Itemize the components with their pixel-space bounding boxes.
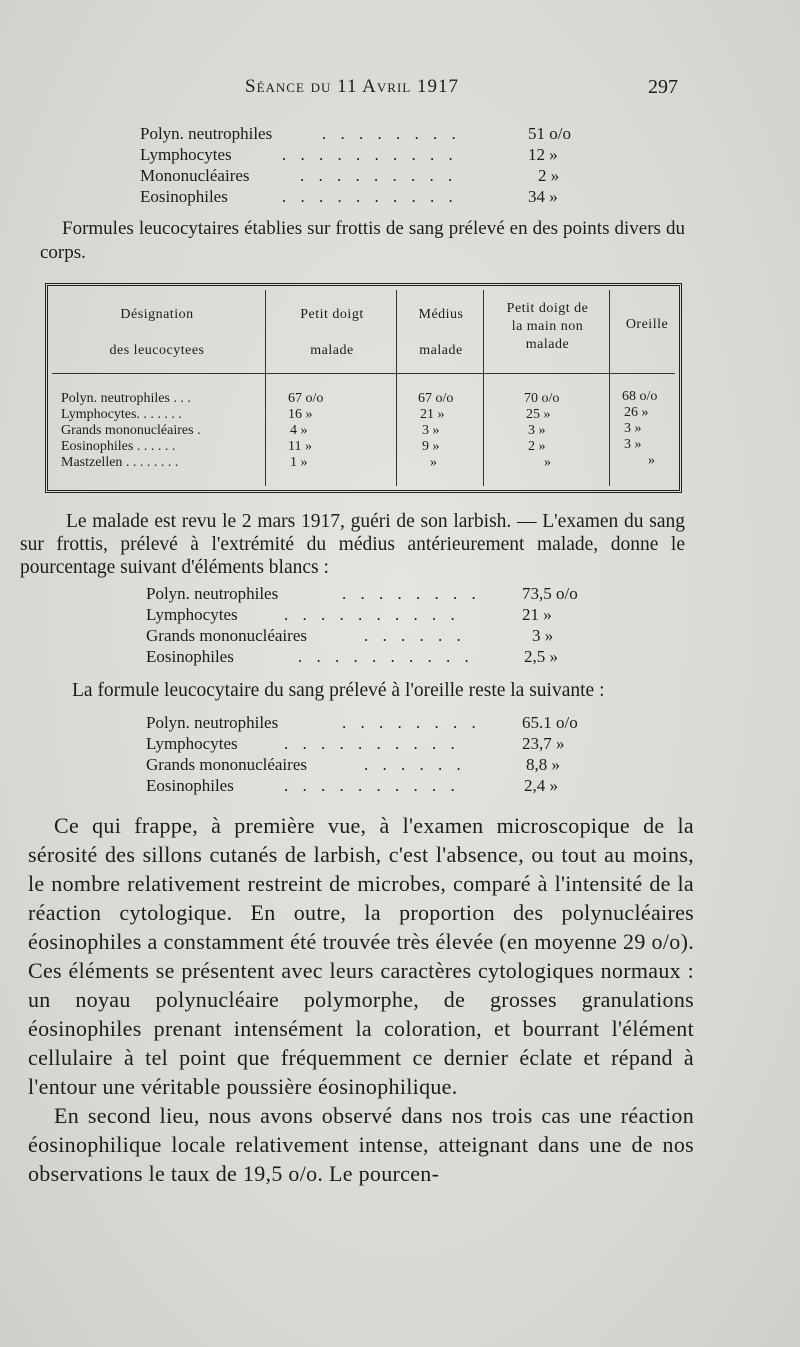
table-cell: 2 » [528,439,546,454]
table-cell: 3 » [624,437,642,452]
list-item: Polyn. neutrophiles . . . . . . . . 51 o/o [140,124,571,143]
table-cell: 9 » [422,439,440,454]
table-cell: 25 » [526,407,551,422]
table-header-medius: Médius malade [418,307,464,358]
table-header-oreille: Oreille [625,317,669,332]
table-cell: » [430,455,437,470]
list-item: Lymphocytes . . . . . . . . . . 12 » [140,145,558,164]
paragraph-revisit: Le malade est revu le 2 mars 1917, guéri de son larbish. — L'examen du sang sur frottis, prélevé à l'extrémité du médius antérieurement malade, donne le pourcentage suivant d'éléments blancs : [20,511,685,578]
table-cell: 21 » [420,407,445,422]
leukocyte-list-3 [146,713,616,797]
paragraph-ear-formula: La formule leucocytaire du sang prélevé à l'oreille reste la suivante : [72,680,605,701]
list-item: Grands mononucléaires . . . . . . 3 » [146,626,554,645]
table-header-petit-doigt-main: Petit doigt de la main non malade [506,301,589,352]
table-cell: 3 » [422,423,440,438]
table-cell: 68 o/o [622,389,658,404]
table-cell: 67 o/o [418,391,454,406]
table-cell: » [544,455,551,470]
table-cell: 1 » [290,455,308,470]
table-cell: » [648,453,655,468]
leukocyte-list-1 [140,124,610,208]
table-cell: 3 » [624,421,642,436]
table-row-label: Grands mononucléaires . [61,423,201,438]
running-header [0,76,800,106]
leukocyte-table [45,283,682,493]
table-row-label: Lymphocytes. . . . . . . [61,407,182,422]
running-title: Séance du 11 Avril 1917 [245,76,459,97]
table-row-label: Polyn. neutrophiles . . . [61,391,191,406]
list-item: Polyn. neutrophiles . . . . . . . . 65.1 o/o [146,713,578,732]
list-item: Eosinophiles . . . . . . . . . . 2,5 » [146,647,558,666]
list-item: Grands mononucléaires . . . . . . 8,8 » [146,755,560,774]
list-item: Lymphocytes . . . . . . . . . . 21 » [146,605,552,624]
table-row-label: Mastzellen . . . . . . . . [61,455,179,470]
body-text [28,811,694,1188]
list-item: Lymphocytes . . . . . . . . . . 23,7 » [146,734,565,753]
body-paragraph-1: Ce qui frappe, à première vue, à l'examen microscopique de la sérosité des sillons cutanés de larbish, c'est l'absence, ou tout au moins, le nombre relativement restreint de microbes, comparé à l'intensité de la réaction cytologique. En outre, la proportion des polynucléaires éosinophiles a constamment été trouvée très élevée (en moyenne 29 o/o). Ces éléments se présentent avec leurs caractères cytologiques normaux : un noyau polynucléaire polymorphe, de grosses granulations éosinophiles prenant intensément la coloration, et bourrant l'élément cellulaire à tel point que fréquemment ce dernier éclate et répand à l'entour une véritable poussière éosinophilique. [28,813,694,1099]
table-cell: 3 » [528,423,546,438]
table-cell: 26 » [624,405,649,420]
list-item: Eosinophiles . . . . . . . . . . 34 » [140,187,558,206]
list-item: Polyn. neutrophiles . . . . . . . . 73,5 o/o [146,584,578,603]
table-cell: 4 » [290,423,308,438]
table-cell: 70 o/o [524,391,560,406]
table-cell: 16 » [288,407,313,422]
table-intro-paragraph: Formules leucocytaires établies sur frottis de sang prélevé en des points divers du corps. [40,218,685,263]
page-number: 297 [648,76,678,98]
list-item: Mononucléaires . . . . . . . . . 2 » [140,166,560,185]
table-header-petit-doigt: Petit doigt malade [300,307,364,358]
table-header-designation: Désignation des leucocytees [109,307,205,358]
table-row-label: Eosinophiles . . . . . . [61,439,176,454]
leukocyte-list-2 [146,584,616,668]
table-cell: 67 o/o [288,391,324,406]
list-item: Eosinophiles . . . . . . . . . . 2,4 » [146,776,558,795]
body-paragraph-2: En second lieu, nous avons observé dans nos trois cas une réaction éosinophilique locale relativement intense, atteignant dans une de nos observations le taux de 19,5 o/o. Le pourcen- [28,1103,694,1186]
table-cell: 11 » [288,439,312,454]
